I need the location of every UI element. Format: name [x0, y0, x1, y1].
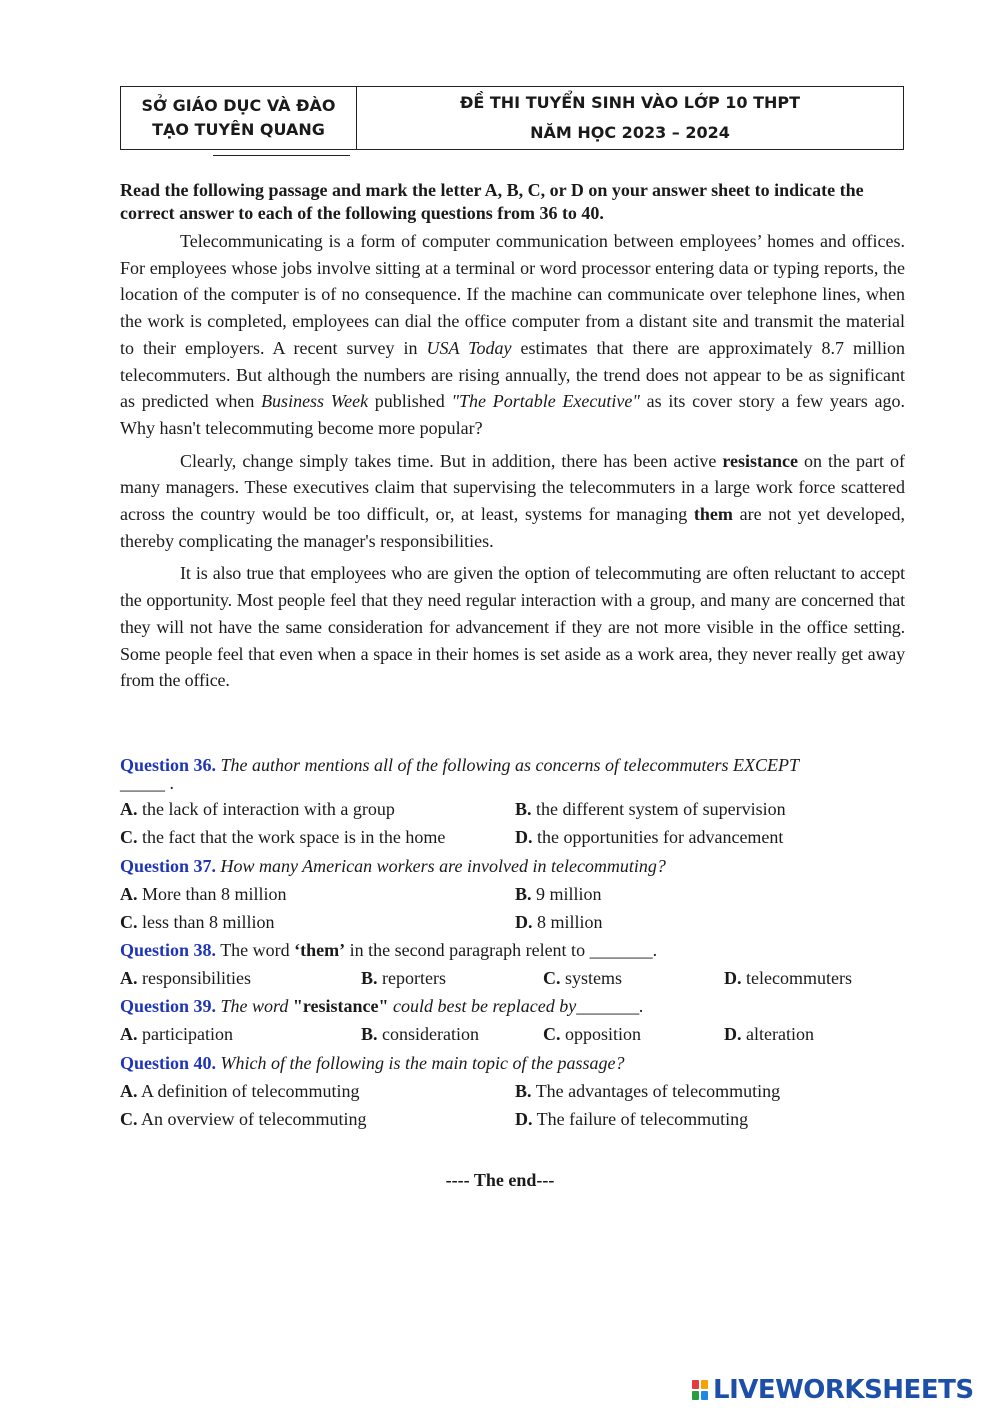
question-39-options — [120, 1020, 910, 1048]
option-text: consideration — [377, 1024, 479, 1045]
option-letter: B. — [361, 968, 378, 989]
p1-text-c: published — [368, 391, 452, 412]
option-text: the opportunities for advancement — [532, 827, 784, 848]
questions — [120, 751, 910, 1133]
option-letter: D. — [724, 1024, 742, 1045]
option-letter: A. — [120, 883, 138, 904]
option-text: responsibilities — [137, 968, 251, 989]
question-36-option-d[interactable] — [515, 823, 910, 851]
option-text: systems — [560, 968, 623, 989]
question-38-option-d[interactable] — [724, 964, 852, 992]
option-text: A definition of telecommuting — [137, 1080, 360, 1101]
question-38-options — [120, 964, 910, 992]
liveworksheets-mark-icon — [692, 1378, 710, 1402]
header-table — [120, 86, 904, 150]
option-letter: C. — [120, 827, 138, 848]
p2-text-c: are not yet developed, thereby complicating the manager's responsibilities. — [120, 504, 905, 551]
option-letter: C. — [120, 1109, 138, 1130]
option-text: The advantages of telecommuting — [531, 1080, 781, 1101]
paragraph-1 — [120, 228, 905, 442]
question-39-option-b[interactable] — [361, 1020, 543, 1048]
question-36-options-row-1 — [120, 795, 910, 823]
exam-title-line-2: NĂM HỌC 2023 – 2024 — [530, 123, 730, 142]
option-text: less than 8 million — [137, 911, 275, 932]
question-40-options-row-1 — [120, 1077, 910, 1105]
question-37-options-row-2 — [120, 908, 910, 936]
question-40-option-d[interactable] — [515, 1105, 910, 1133]
p2-text-a: Clearly, change simply takes time. But in addition, there has been active — [180, 450, 723, 471]
question-37-option-a[interactable] — [120, 880, 515, 908]
option-text: 9 million — [531, 883, 602, 904]
question-36 — [120, 751, 910, 779]
question-40-text: Which of the following is the main topic of the passage? — [216, 1052, 625, 1073]
option-text: telecommuters — [741, 968, 852, 989]
question-36-option-c[interactable] — [120, 823, 515, 851]
option-letter: B. — [515, 883, 532, 904]
option-letter: B. — [361, 1024, 378, 1045]
option-letter: A. — [120, 799, 138, 819]
mark-block-3 — [692, 1391, 699, 1400]
question-36-text: The author mentions all of the following as concerns of telecommuters EXCEPT — [216, 755, 799, 775]
question-36-option-b[interactable] — [515, 795, 910, 823]
question-40-options-row-2 — [120, 1105, 910, 1133]
option-text: opposition — [560, 1024, 642, 1045]
p1-cover-story-title: "The Portable Executive" — [451, 391, 640, 412]
liveworksheets-logo — [692, 1375, 974, 1405]
option-letter: C. — [543, 968, 561, 989]
option-letter: C. — [120, 911, 138, 932]
option-letter: D. — [724, 968, 742, 989]
question-39-word: "resistance" — [292, 996, 389, 1017]
p1-usa-today: USA Today — [426, 337, 512, 358]
question-38-option-a[interactable] — [120, 964, 361, 992]
p2-text-b: on the part of many managers. These executives claim that supervising the telecommuters in a large work force scattered across the country would be too difficult, or, at least, systems for managing — [120, 450, 905, 525]
p1-text-d: as its cover story a few years ago. Why hasn't telecommuting become more popular? — [120, 391, 905, 438]
question-36-option-a[interactable] — [120, 795, 515, 823]
header-underline — [213, 155, 350, 156]
question-38-option-b[interactable] — [361, 964, 543, 992]
question-36-options-row-2 — [120, 823, 910, 851]
question-37 — [120, 852, 910, 880]
question-39 — [120, 992, 910, 1020]
exam-title-line-1: ĐỀ THI TUYỂN SINH VÀO LỚP 10 THPT — [459, 93, 801, 112]
option-letter: D. — [515, 827, 533, 848]
question-38-word: ‘them’ — [294, 940, 346, 961]
question-36-label: Question 36. — [120, 755, 217, 775]
option-text: the fact that the work space is in the home — [137, 827, 446, 848]
option-text: An overview of telecommuting — [137, 1109, 367, 1130]
paragraph-2 — [120, 448, 905, 555]
question-39-option-d[interactable] — [724, 1020, 814, 1048]
the-end: ---- The end--- — [445, 1170, 555, 1190]
mark-block-4 — [701, 1391, 708, 1400]
question-39-option-a[interactable] — [120, 1020, 361, 1048]
question-40-option-a[interactable] — [120, 1077, 515, 1105]
option-letter: B. — [515, 1080, 532, 1101]
p2-them: them — [693, 504, 733, 525]
reading-passage — [120, 228, 905, 700]
question-37-label: Question 37. — [120, 855, 217, 876]
p1-business-week: Business Week — [261, 391, 369, 412]
question-39-label: Question 39. — [120, 996, 217, 1017]
question-40-label: Question 40. — [120, 1052, 217, 1073]
question-40-option-c[interactable] — [120, 1105, 515, 1133]
option-letter: A. — [120, 968, 138, 989]
question-40-option-b[interactable] — [515, 1077, 910, 1105]
question-37-text: How many American workers are involved in telecommuting? — [216, 855, 666, 876]
question-37-option-c[interactable] — [120, 908, 515, 936]
department-name — [121, 87, 357, 149]
paragraph-3: It is also true that employees who are given the option of telecommuting are often reluctant to accept the opportunity. Most people feel that they need regular interaction with a group, and many are concerned that they will not have the same consideration for advancement if they are not more visible in the office setting. Some people feel that even when a space in their homes is set aside as a work area, they never really get away from the office. — [120, 563, 905, 691]
option-letter: C. — [543, 1024, 561, 1045]
option-letter: D. — [515, 911, 533, 932]
option-text: participation — [137, 1024, 233, 1045]
question-36-blank: _____ . — [120, 773, 174, 793]
option-text: 8 million — [532, 911, 603, 932]
instruction: Read the following passage and mark the letter A, B, C, or D on your answer sheet to indicate the correct answer to each of the following questions from 36 to 40. — [120, 180, 864, 223]
question-38-option-c[interactable] — [543, 964, 724, 992]
option-letter: A. — [120, 1024, 138, 1045]
option-text: the different system of supervision — [531, 799, 786, 819]
p1-text-a: Telecommunicating is a form of computer communication between employees’ homes and offices. For employees whose jobs involve sitting at a terminal or word processor entering data or typing reports, the location of the computer is of no consequence. If the machine can communicate over telephone lines, when the work is completed, employees can dial the office computer from a distant site and transmit the material to their employers. A recent survey in — [120, 231, 905, 358]
question-39-text-a: The word — [216, 996, 293, 1017]
option-letter: A. — [120, 1080, 138, 1101]
question-39-text-b: could best be replaced by_______. — [388, 996, 644, 1017]
question-38-text-b: in the second paragraph relent to _______. — [345, 940, 658, 961]
p1-text-b: estimates that there are approximately 8.7 million telecommuters. But although the numbers are rising annually, the trend does not appear to be as significant as predicted when — [120, 337, 905, 412]
liveworksheets-text: LIVEWORKSHEETS — [713, 1375, 974, 1405]
question-37-option-d[interactable] — [515, 908, 910, 936]
option-text: the lack of interaction with a group — [137, 799, 395, 819]
option-text: reporters — [377, 968, 446, 989]
department-line-1: SỞ GIÁO DỤC VÀ ĐÀO — [141, 96, 336, 115]
question-38-label: Question 38. — [120, 940, 217, 961]
question-40 — [120, 1049, 910, 1077]
question-38-text-a: The word — [216, 940, 295, 961]
question-39-option-c[interactable] — [543, 1020, 724, 1048]
p2-resistance: resistance — [722, 450, 798, 471]
mark-block-2 — [701, 1380, 708, 1389]
option-letter: D. — [515, 1109, 533, 1130]
exam-title — [357, 87, 903, 149]
mark-block-1 — [692, 1380, 699, 1389]
question-38 — [120, 936, 910, 964]
option-text: More than 8 million — [137, 883, 287, 904]
option-text: The failure of telecommuting — [532, 1109, 749, 1130]
question-37-option-b[interactable] — [515, 880, 910, 908]
option-letter: B. — [515, 799, 532, 819]
department-line-2: TẠO TUYÊN QUANG — [152, 120, 325, 139]
option-text: alteration — [741, 1024, 814, 1045]
question-37-options-row-1 — [120, 880, 910, 908]
